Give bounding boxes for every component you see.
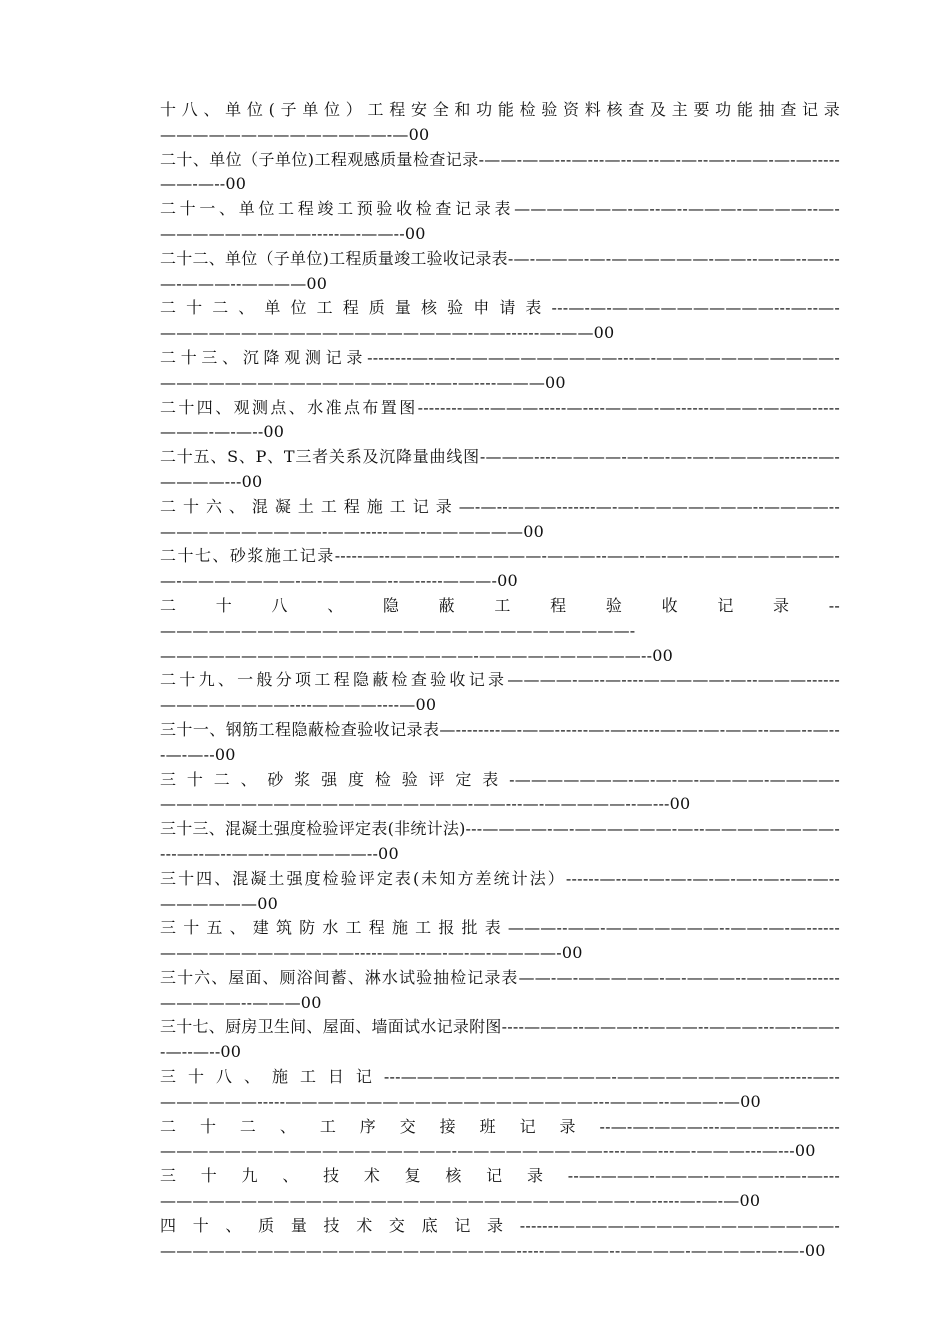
toc-entry: 三十八、施工日记---—————————————-——————————------—--——————-----———————————————————---———--———-—00 [160, 1067, 840, 1111]
toc-entry: 二十一、单位工程竣工预验收检查记录表———————-—--—--———-————--—-——————-———-----—-——--00 [160, 199, 840, 243]
toc-entry: 三十七、厨房卫生间、屋面、墙面试水记录附图----———--———---———--———---—--——--—--—--00 [160, 1017, 840, 1062]
toc-entry: 三十三、混凝土强度检验评定表(非统计法)---————-—-——————-—--————————----—--—--——-——————--00 [160, 819, 840, 863]
toc-entry: 十八、单位(子单位）工程安全和功能检验资料核查及主要功能抽查记录——————————————-—00 [160, 100, 840, 144]
toc-entry: 二十六、混凝土工程施工记录—-—--———-------—-—-———————--————--——————————-——-----——-——————00 [160, 496, 840, 541]
toc-entry: 二十二、工序交接班记录--—-—-———---———--—-—----——————————————————-—————————----——---—-———---—---00 [160, 1116, 840, 1161]
toc-entry: 二十二、单位（子单位)工程质量竣工验收记录表-—-———-—-——————-——--—-—--—---—-———--————00 [160, 248, 840, 293]
toc-entry: 三十六、屋面、厕浴间蓄、淋水试验抽检记录表——-—-—————-—-———--—-—-—------—————--———00 [160, 967, 840, 1012]
toc-entry: 三十五、建筑防水工程施工报批表———--——-———————--——-—-—------————————————-----——--—-—-—-————-00 [160, 918, 840, 963]
toc-entry: 二十、单位（子单位)工程观感质量检查记录-——-——---—---—--—--—-—--—--——-—-—-----——-—--00 [160, 149, 840, 194]
toc-entry: 二十五、S、P、T三者关系及沉降量曲线图-———----————-—-—-—-—-————-------—-————---00 [160, 447, 840, 491]
toc-entry: 二十八、隐蔽工程验收记录--—————————————————————————————-——————————————-—————-——————————--00 [160, 595, 840, 665]
toc-entry: 三十九、技术复核记录--—-———-———-————--—-—---—————————————————————————————-—-----—-—-—00 [160, 1166, 840, 1211]
toc-entry: 四十、质量技术交底记录-------—————————————————-——————————————————————-----————--————-————-—-—-00 [160, 1215, 840, 1260]
toc-entry: 三十四、混凝土强度检验评定表(未知方差统计法）------—--—-—-—-—-—-—--—--—-—--——————00 [160, 868, 840, 913]
toc-entry: 二十二、单位工程质量核验申请表---—-—-——————————---—--—-———————————————————-——------—-——00 [160, 298, 840, 343]
table-of-contents [160, 98, 840, 1263]
toc-entry: 三十一、钢筋工程隐蔽检查验收记录表—--------—-——------—-—------—-—-—-——--——--—---—-—--00 [160, 719, 840, 764]
toc-entry: 二十九、一般分项工程隐蔽检查验收记录————-—--—----—————-—--———------————————----————----—00 [160, 670, 840, 715]
toc-entry: 二十七、砂浆施工记录-----—--————-—————-———--——-—-—-—————————-—-———————-—-————--—-----———-00 [160, 546, 840, 591]
toc-entry: 三十二、砂浆强度检验评定表-———————-—-—-—-————-————-———————————————————-——---—-—————--—---00 [160, 769, 840, 814]
toc-entry: 二十三、沉降观测记录--------—-—-——————————---—-———————————-——————————————-——--—-—----———00 [160, 347, 840, 392]
toc-entry: 二十四、观测点、水准点布置图--------—--———-----—----———-—------———-———-----———-—-—--00 [160, 397, 840, 442]
